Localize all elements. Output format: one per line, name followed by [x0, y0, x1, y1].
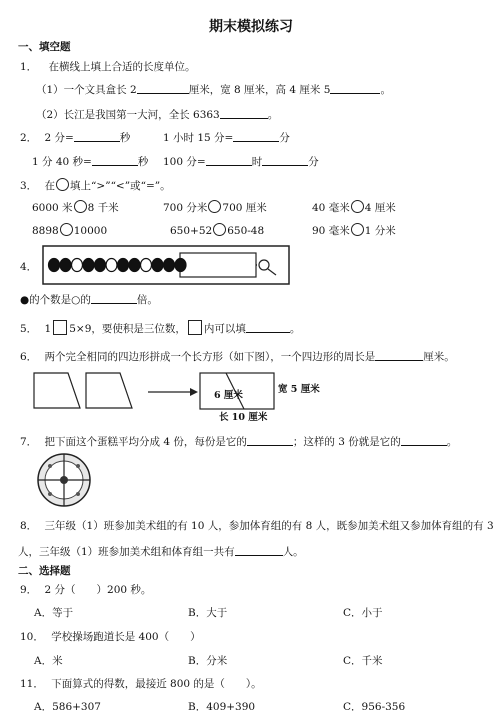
q10-text: 学校操场跑道长是 400（ ） — [51, 631, 201, 643]
q8-blank[interactable] — [235, 544, 283, 556]
q6-number: 6． — [20, 351, 38, 363]
black-bead — [83, 259, 94, 272]
q8-number: 8． — [20, 520, 38, 532]
q5-post: 内可以填 — [203, 323, 246, 335]
q8-text-1: 三年级（1）班参加美术组的有 10 人，参加体育组的有 8 人，既参加美术组又参加体育组的有 3 — [44, 520, 494, 532]
q1-part-b-end: 。 — [267, 109, 279, 121]
q3-answer-circle-6[interactable] — [351, 223, 364, 236]
q11-option-a[interactable]: A．586+307 — [34, 701, 101, 713]
q11-option-b[interactable]: B．409+390 — [188, 701, 256, 713]
q1-blank-2[interactable] — [330, 82, 380, 94]
bead-end-loop — [259, 260, 269, 270]
q3-item-6 — [312, 223, 396, 238]
q7-line — [20, 434, 457, 449]
q3-item-3-left: 40 毫米 — [312, 202, 350, 214]
q6-line — [20, 349, 455, 364]
q9-option-b[interactable]: B．大于 — [188, 607, 228, 619]
q10-option-c[interactable]: C．千米 — [343, 655, 383, 667]
q5-mid: 5×9，要使积是三位数， — [69, 323, 186, 335]
q2-blank-5[interactable] — [262, 154, 308, 166]
q9-number: 9． — [20, 584, 38, 596]
q11-stem — [20, 677, 262, 691]
q3-answer-circle-3[interactable] — [351, 200, 364, 213]
q9-stem — [20, 583, 151, 597]
compare-circle-icon — [56, 178, 69, 191]
q2-line1 — [20, 130, 130, 145]
q2-blank-3[interactable] — [92, 154, 138, 166]
q2-b — [163, 130, 290, 145]
q1-text: 在横线上填上合适的长度单位。 — [48, 61, 196, 73]
section-fill-heading: 一、填空题 — [18, 41, 71, 53]
q1-blank-1[interactable] — [137, 82, 189, 94]
q6-unit: 厘米。 — [423, 351, 455, 363]
q3-item-3 — [312, 200, 396, 215]
q11-text: 下面算式的得数，最接近 800 的是（ ）。 — [51, 678, 262, 690]
q6-label-length: 长 10 厘米 — [219, 412, 268, 423]
q1-part-b-pre: （2）长江是我国第一大河，全长 6363 — [36, 109, 220, 121]
q5-end: 。 — [289, 323, 301, 335]
q3-number: 3． — [20, 180, 38, 192]
q2-c-unit: 秒 — [137, 156, 149, 168]
q2-d-unit: 分 — [308, 156, 319, 168]
q3-stem-post: 填上“>”“<”或“=”。 — [70, 180, 171, 192]
q1-stem — [20, 60, 196, 74]
quadrilateral-right — [86, 373, 132, 408]
q2-blank-2[interactable] — [233, 130, 279, 142]
q9-option-a[interactable]: A．等于 — [34, 607, 74, 619]
q3-item-1-left: 6000 米 — [32, 202, 73, 214]
q7-end: 。 — [446, 436, 458, 448]
section-choice-heading: 二、选择题 — [18, 565, 71, 577]
q11-number: 11． — [20, 678, 44, 690]
cake-decor — [48, 464, 52, 468]
q3-item-2-left: 700 分米 — [163, 202, 208, 214]
q5-blank[interactable] — [246, 321, 290, 333]
cake-decor — [48, 492, 52, 496]
q1-part-a-mid: 厘米，宽 8 厘米，高 4 厘米 5 — [188, 84, 331, 96]
page-title: 期末模拟练习 — [209, 19, 293, 35]
q6-stem: 两个完全相同的四边形拼成一个长方形（如下图），一个四边形的周长是 — [44, 351, 376, 363]
q3-item-1 — [32, 200, 119, 215]
q6-label-diagonal: 6 厘米 — [214, 390, 243, 401]
q8-line1 — [20, 519, 494, 533]
q1-part-a — [36, 82, 391, 97]
q3-answer-circle-5[interactable] — [213, 223, 226, 236]
q3-item-2 — [163, 200, 267, 215]
bead-end-tail — [268, 269, 276, 275]
q5-pre: 1 — [44, 323, 52, 335]
q2-number: 2． — [20, 132, 38, 144]
q1-blank-3[interactable] — [220, 107, 268, 119]
q8-line2 — [18, 544, 304, 559]
q3-answer-circle-1[interactable] — [74, 200, 87, 213]
arrow-right-icon — [190, 388, 198, 396]
q5-number: 5． — [20, 323, 38, 335]
white-bead — [106, 259, 117, 272]
q3-item-5-left: 650+52 — [170, 225, 213, 237]
cake-decor — [76, 464, 80, 468]
q3-item-6-right: 1 分米 — [364, 225, 396, 237]
q2-b-unit: 分 — [279, 132, 290, 144]
q1-number: 1． — [20, 61, 38, 73]
q4-line2-post: 倍。 — [136, 294, 158, 306]
bead-cover-box — [180, 253, 256, 277]
q8-line2-pre: 人，三年级（1）班参加美术组和体育组一共有 — [18, 546, 235, 558]
q6-label-width: 宽 5 厘米 — [278, 384, 320, 395]
q3-stem — [20, 178, 171, 193]
q3-item-3-right: 4 厘米 — [364, 202, 396, 214]
cake-figure — [36, 452, 106, 508]
q2-d — [163, 154, 319, 169]
q7-blank-2[interactable] — [401, 434, 447, 446]
q3-item-2-right: 700 厘米 — [222, 202, 267, 214]
q1-part-a-pre: （1）一个文具盒长 2 — [36, 84, 137, 96]
q2-c — [32, 154, 148, 169]
black-bead — [118, 259, 129, 272]
q7-pre: 把下面这个蛋糕平均分成 4 份，每份是它的 — [44, 436, 247, 448]
q10-option-a[interactable]: A．米 — [34, 655, 63, 667]
q5-box-1[interactable] — [53, 320, 67, 335]
q6-blank[interactable] — [375, 349, 423, 361]
q11-option-c[interactable]: C．956-356 — [343, 701, 406, 713]
quadrilateral-left — [34, 373, 80, 408]
q2-b-pre: 1 小时 15 分= — [163, 132, 234, 144]
black-bead — [60, 259, 71, 272]
bead-group — [49, 259, 187, 272]
q9-text: 2 分（ ）200 秒。 — [44, 584, 152, 596]
q2-a-pre: 2 分= — [44, 132, 74, 144]
q2-c-pre: 1 分 40 秒= — [32, 156, 92, 168]
q4-blank[interactable] — [91, 292, 137, 304]
black-bead — [152, 259, 163, 272]
q3-item-5-right: 650-48 — [227, 225, 265, 237]
q5-box-2[interactable] — [188, 320, 202, 335]
black-bead — [49, 259, 60, 272]
q3-item-5 — [170, 223, 264, 238]
cake-decor — [76, 492, 80, 496]
q4-number: 4． — [20, 261, 38, 273]
q3-item-4-right: 10000 — [73, 225, 108, 237]
q2-blank-1[interactable] — [74, 130, 120, 142]
q1-part-a-end: 。 — [380, 84, 391, 96]
q1-part-b — [36, 107, 278, 122]
q10-option-b[interactable]: B．分米 — [188, 655, 228, 667]
q7-mid: ；这样的 3 份就是它的 — [292, 436, 401, 448]
q7-number: 7． — [20, 436, 38, 448]
cake-center — [60, 476, 68, 484]
q3-item-1-right: 8 千米 — [87, 202, 119, 214]
q3-item-6-left: 90 毫米 — [312, 225, 350, 237]
q4-line2-pre: ●的个数是○的 — [20, 294, 91, 306]
q2-a-unit: 秒 — [119, 132, 131, 144]
q5-line — [20, 320, 300, 336]
q3-item-4 — [32, 223, 107, 238]
quadrilateral-figure — [30, 368, 330, 428]
black-bead — [129, 259, 140, 272]
q9-option-c[interactable]: C．小于 — [343, 607, 383, 619]
q7-blank-1[interactable] — [247, 434, 293, 446]
q2-d-pre: 100 分= — [163, 156, 206, 168]
black-bead — [95, 259, 106, 272]
white-bead — [141, 259, 152, 272]
q2-blank-4[interactable] — [206, 154, 252, 166]
q2-d-mid: 时 — [251, 156, 263, 168]
q10-stem — [20, 630, 201, 644]
bead-abacus-figure — [42, 245, 290, 285]
q3-answer-circle-2[interactable] — [208, 200, 221, 213]
q10-number: 10． — [20, 631, 44, 643]
q3-item-4-left: 8898 — [32, 225, 59, 237]
q3-stem-pre: 在 — [44, 180, 56, 192]
q3-answer-circle-4[interactable] — [60, 223, 73, 236]
black-bead — [164, 259, 175, 272]
black-bead — [175, 259, 186, 272]
q8-line2-post: 人。 — [282, 546, 304, 558]
white-bead — [72, 259, 83, 272]
q4-line2 — [20, 292, 158, 307]
